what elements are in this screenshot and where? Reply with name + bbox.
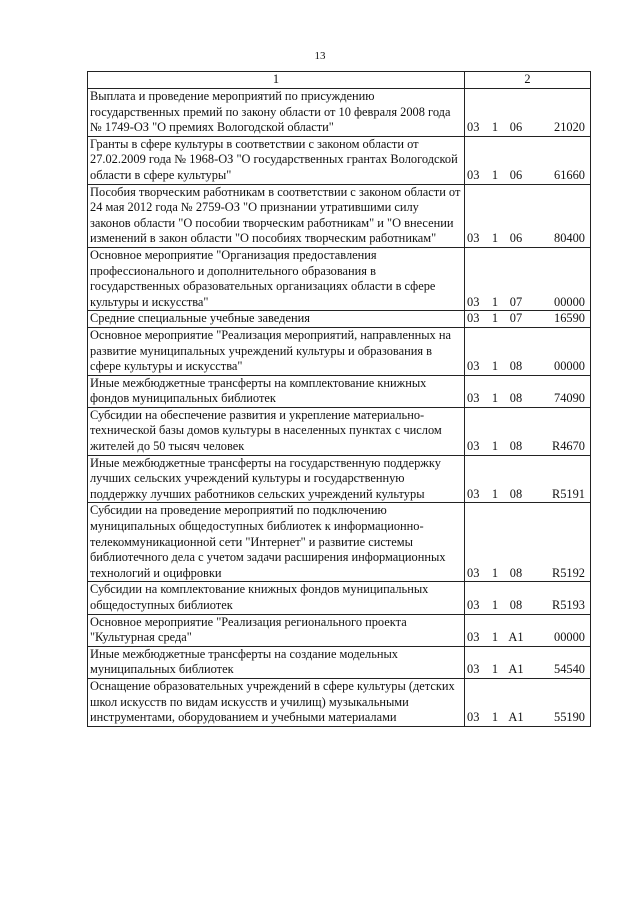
main-event-code: 07 [509,294,523,309]
program-code: 03 [467,598,480,612]
program-code: 03 [467,486,480,501]
program-code: 03 [467,565,480,580]
subprogram-code: 1 [491,598,499,612]
row-name: Субсидии на комплектование книжных фондов муниципальных общедоступных библиотек [88,582,465,614]
main-event-code: 08 [509,598,523,612]
row-name: Основное мероприятие "Реализация регионального проекта "Культурная среда" [88,614,465,646]
table-row [88,678,591,726]
subprogram-code: 1 [491,486,499,501]
header-col-1: 1 [88,72,465,89]
direction-code: 00000 [554,294,585,309]
row-name: Пособия творческим работникам в соответствии с законом области от 24 мая 2012 года № 2759-ОЗ "О признании утратившими силу законов области "О пособии творческим работникам" и "О внесении изменений в закон области "О пособиях творческим работникам" [88,184,465,247]
direction-code: 61660 [554,167,585,182]
subprogram-code: 1 [491,167,499,182]
direction-code: 16590 [554,311,585,326]
table-row [88,646,591,678]
row-name: Оснащение образовательных учреждений в сфере культуры (детских школ искусств по видам искусств и училищ) музыкальными инструментами, оборудованием и учебными материалами [88,678,465,726]
main-event-code: A1 [508,630,524,645]
main-event-code: A1 [508,662,524,677]
row-code [465,184,591,247]
row-name: Иные межбюджетные трансферты на создание модельных муниципальных библиотек [88,646,465,678]
row-name: Субсидии на проведение мероприятий по подключению муниципальных общедоступных библиотек к информационно-телекоммуникационной сети "Интернет" и развитие системы библиотечного дела с учетом задачи расширения информационных технологий и оцифровки [88,503,465,582]
main-event-code: 08 [509,439,523,454]
subprogram-code: 1 [491,359,499,374]
row-code [465,136,591,184]
row-code [465,247,591,310]
subprogram-code: 1 [491,231,499,246]
direction-code: R5193 [551,598,585,612]
row-name: Иные межбюджетные трансферты на комплектование книжных фондов муниципальных библиотек [88,375,465,407]
program-code: 03 [467,294,480,309]
subprogram-code: 1 [491,311,499,326]
main-event-code: 06 [509,231,523,246]
row-name: Основное мероприятие "Организация предоставления профессионального и дополнительного образования в государственных образовательных организациях области в сфере культуры и искусства" [88,247,465,310]
table-row [88,582,591,614]
subprogram-code: 1 [491,710,499,725]
direction-code: 54540 [554,662,585,677]
main-event-code: 08 [509,359,523,374]
table-row [88,407,591,455]
page-number: 13 [314,50,326,62]
subprogram-code: 1 [491,120,499,135]
main-event-code: A1 [508,710,524,725]
program-code: 03 [467,120,480,135]
main-event-code: 06 [509,120,523,135]
row-code [465,678,591,726]
direction-code: 80400 [554,231,585,246]
table-row [88,136,591,184]
subprogram-code: 1 [491,630,499,645]
row-name: Выплата и проведение мероприятий по присуждению государственных премий по закону области от 10 февраля 2008 года № 1749-ОЗ "О премиях Вологодской области" [88,89,465,137]
row-code [465,89,591,137]
table-row [88,247,591,310]
main-event-code: 06 [509,167,523,182]
program-code: 03 [467,231,480,246]
row-code [465,503,591,582]
table-row [88,375,591,407]
program-code: 03 [467,710,480,725]
table-row [88,327,591,375]
row-name: Субсидии на обеспечение развития и укрепление материально-технической базы домов культуры в населенных пунктах с числом жителей до 50 тысяч человек [88,407,465,455]
direction-code: 55190 [554,710,585,725]
row-code [465,614,591,646]
row-code [465,582,591,614]
table-row [88,311,591,328]
table-row [88,614,591,646]
direction-code: R5192 [551,565,585,580]
row-name: Гранты в сфере культуры в соответствии с законом области от 27.02.2009 года № 1968-ОЗ "О государственных грантах Вологодской области в сфере культуры" [88,136,465,184]
row-code [465,375,591,407]
budget-classification-table [87,71,591,727]
direction-code: R5191 [551,486,585,501]
direction-code: 00000 [554,630,585,645]
table-row [88,89,591,137]
main-event-code: 08 [509,565,523,580]
program-code: 03 [467,167,480,182]
subprogram-code: 1 [491,662,499,677]
row-code [465,646,591,678]
table-row [88,184,591,247]
direction-code: 00000 [554,359,585,374]
direction-code: R4670 [551,439,585,454]
row-name: Иные межбюджетные трансферты на государственную поддержку лучших сельских учреждений культуры и государственную поддержку лучших работников сельских учреждений культуры [88,455,465,503]
program-code: 03 [467,439,480,454]
main-event-code: 08 [509,486,523,501]
program-code: 03 [467,311,480,326]
row-code [465,311,591,328]
table-header-row [88,72,591,89]
direction-code: 74090 [554,391,585,406]
program-code: 03 [467,391,480,406]
row-code [465,407,591,455]
table-row [88,503,591,582]
direction-code: 21020 [554,120,585,135]
program-code: 03 [467,630,480,645]
main-event-code: 08 [509,391,523,406]
row-name: Средние специальные учебные заведения [88,311,465,328]
program-code: 03 [467,662,480,677]
row-code [465,327,591,375]
program-code: 03 [467,359,480,374]
subprogram-code: 1 [491,565,499,580]
subprogram-code: 1 [491,439,499,454]
table-row [88,455,591,503]
subprogram-code: 1 [491,294,499,309]
row-name: Основное мероприятие "Реализация мероприятий, направленных на развитие муниципальных учреждений культуры и образования в сфере культуры и искусства" [88,327,465,375]
main-event-code: 07 [509,311,523,326]
row-code [465,455,591,503]
subprogram-code: 1 [491,391,499,406]
header-col-2: 2 [465,72,591,89]
